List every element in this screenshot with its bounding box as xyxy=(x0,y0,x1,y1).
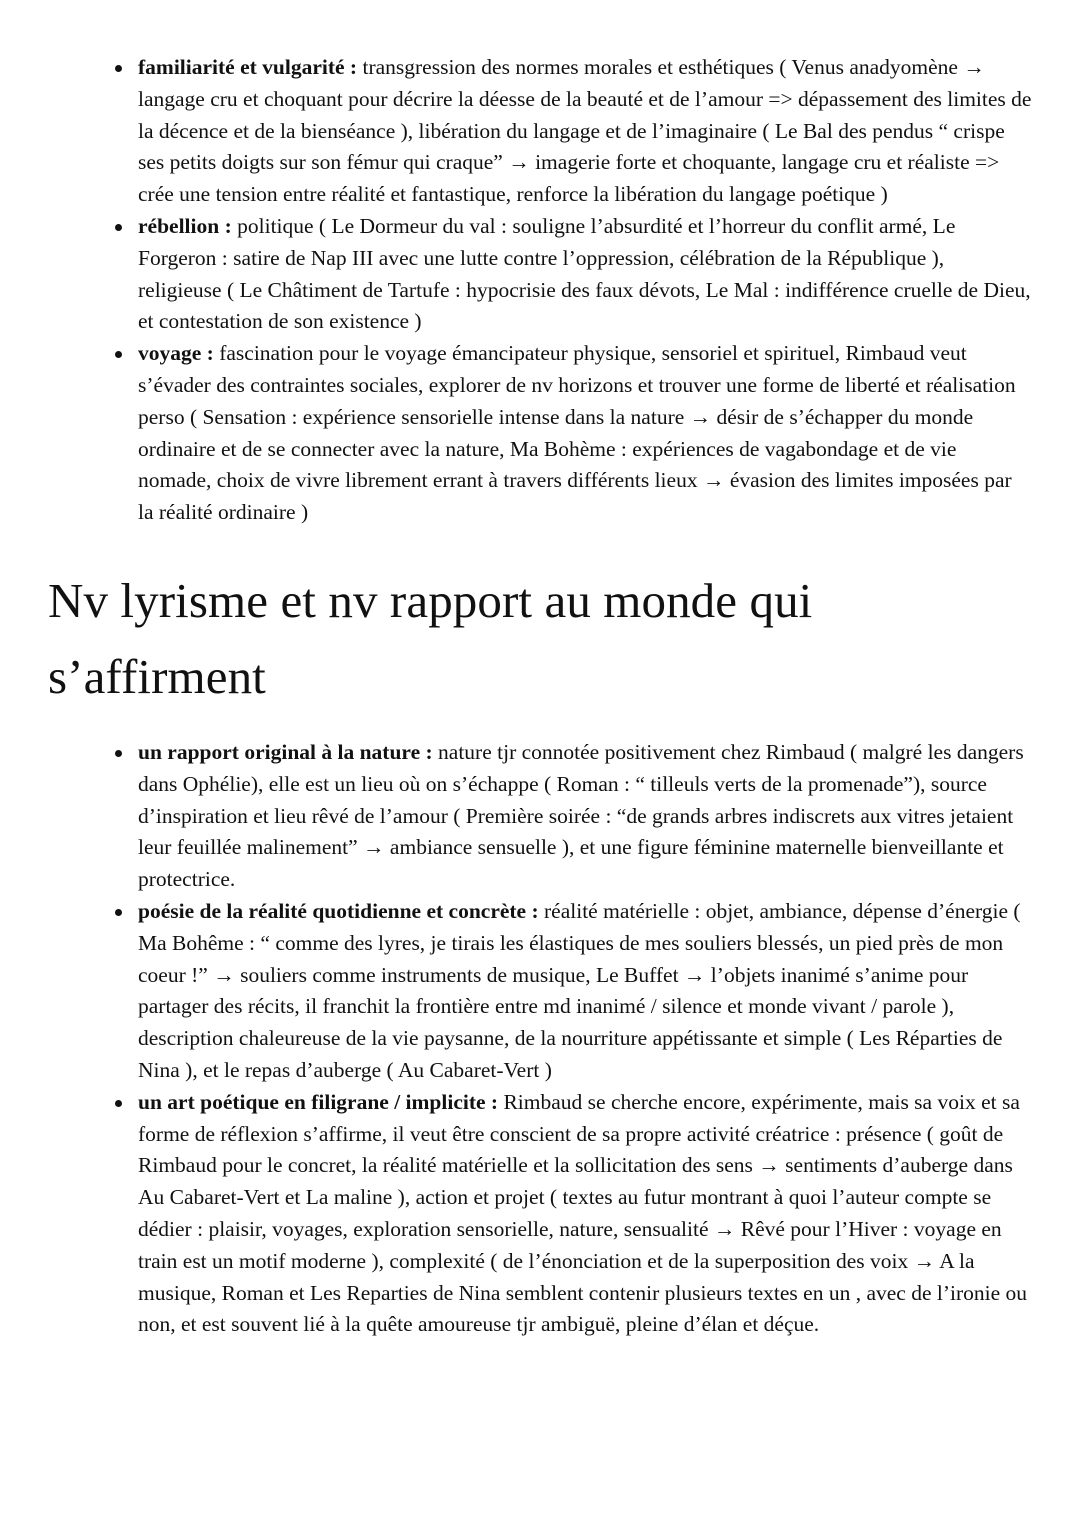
bullet-body-text: Rimbaud se cherche encore, expérimente, mais sa voix et sa forme de réflexion s’affirme, il veut être conscient de sa propre activité créatrice : présence ( goût de Rimbaud pour le concret, la réalité matérielle et la sollicitation des sens → sentiments d’auberge dans Au Cabaret-Vert et La maline ), action et projet ( textes au futur montrant à quoi l’auteur compte se dédier : plaisir, voyages, exploration sensorielle, nature, sensualité → Rêvé pour l’Hiver : voyage en train est un motif moderne ), complexité ( de l’énonciation et de la superposition des voix → A la musique, Roman et Les Reparties de Nina semblent contenir plusieurs textes en un , avec de l’ironie ou non, et est souvent lié à la quête amoureuse tjr ambiguë, pleine d’élan et déçue. xyxy=(138,1089,1028,1337)
bullet-body-text: transgression des normes morales et esthétiques ( Venus anadyomène → langage cru et choquant pour décrire la déesse de la beauté et de l’amour => dépassement des limites de la décence et de la bienséance ), libération du langage et de l’imaginaire ( Le Bal des pendus “ crispe ses petits doigts sur son fémur qui craque” → imagerie forte et choquante, langage cru et réaliste => crée une tension entre réalité et fantastique, renforce la libération du langage poétique ) xyxy=(138,55,1032,207)
page-title: Nv lyrisme et nv rapport au monde qui s’affirment xyxy=(48,572,813,704)
bullet-list-themes xyxy=(48,52,1032,529)
bullet-lead-label: un art poétique en filigrane / implicite : xyxy=(138,1089,499,1114)
bullet-lead-label: un rapport original à la nature : xyxy=(138,739,433,764)
bullet-body-text: fascination pour le voyage émancipateur physique, sensoriel et spirituel, Rimbaud veut s’évader des contraintes sociales, explorer de nv horizons et trouver une forme de liberté et réalisation perso ( Sensation : expérience sensorielle intense dans la nature → désir de s’échapper du monde ordinaire et de se connecter avec la nature, Ma Bohème : expériences de vagabondage et de vie nomade, choix de vivre librement errant à travers différents lieux → évasion des limites imposées par la réalité ordinaire ) xyxy=(138,341,1016,525)
list-item xyxy=(93,338,1032,529)
bullet-body-text: nature tjr connotée positivement chez Rimbaud ( malgré les dangers dans Ophélie), elle est un lieu où on s’échappe ( Roman : “ tilleuls verts de la promenade”), source d’inspiration et lieu rêvé de l’amour ( Première soirée : “de grands arbres indiscrets aux vitres jetaient leur feuillée malinement” → ambiance sensuelle ), et une figure féminine maternelle bienveillante et protectrice. xyxy=(138,739,1024,892)
bullet-body-text: réalité matérielle : objet, ambiance, dépense d’énergie ( Ma Bohême : “ comme des lyres, je tirais les élastiques de mes souliers blessés, un pied près de mon coeur !” → souliers comme instruments de musique, Le Buffet → l’objets inanimé s’anime pour partager des récits, il franchit la frontière entre md inanimé / silence et monde vivant / parole ), description chaleureuse de la vie paysanne, de la nourriture appétissante et simple ( Les Réparties de Nina ), et le repas d’auberge ( Au Cabaret-Vert ) xyxy=(138,898,1021,1082)
list-item xyxy=(93,737,1032,896)
bullet-lead-label: poésie de la réalité quotidienne et concrète : xyxy=(138,898,539,923)
bullet-lead-label: voyage : xyxy=(138,341,214,366)
list-item xyxy=(93,896,1032,1087)
list-item xyxy=(93,52,1032,211)
bullet-body-text: politique ( Le Dormeur du val : souligne l’absurdité et l’horreur du conflit armé, Le Forgeron : satire de Nap III avec une lutte contre l’oppression, célébration de la République ), religieuse ( Le Châtiment de Tartufe : hypocrisie des faux dévots, Le Mal : indifférence cruelle de Dieu, et contestation de son existence ) xyxy=(138,213,1031,334)
list-item xyxy=(93,211,1032,338)
bullet-lead-label: rébellion : xyxy=(138,213,232,238)
bullet-list-lyrisme xyxy=(48,737,1032,1341)
list-item xyxy=(93,1087,1032,1341)
bullet-lead-label: familiarité et vulgarité : xyxy=(138,55,358,79)
